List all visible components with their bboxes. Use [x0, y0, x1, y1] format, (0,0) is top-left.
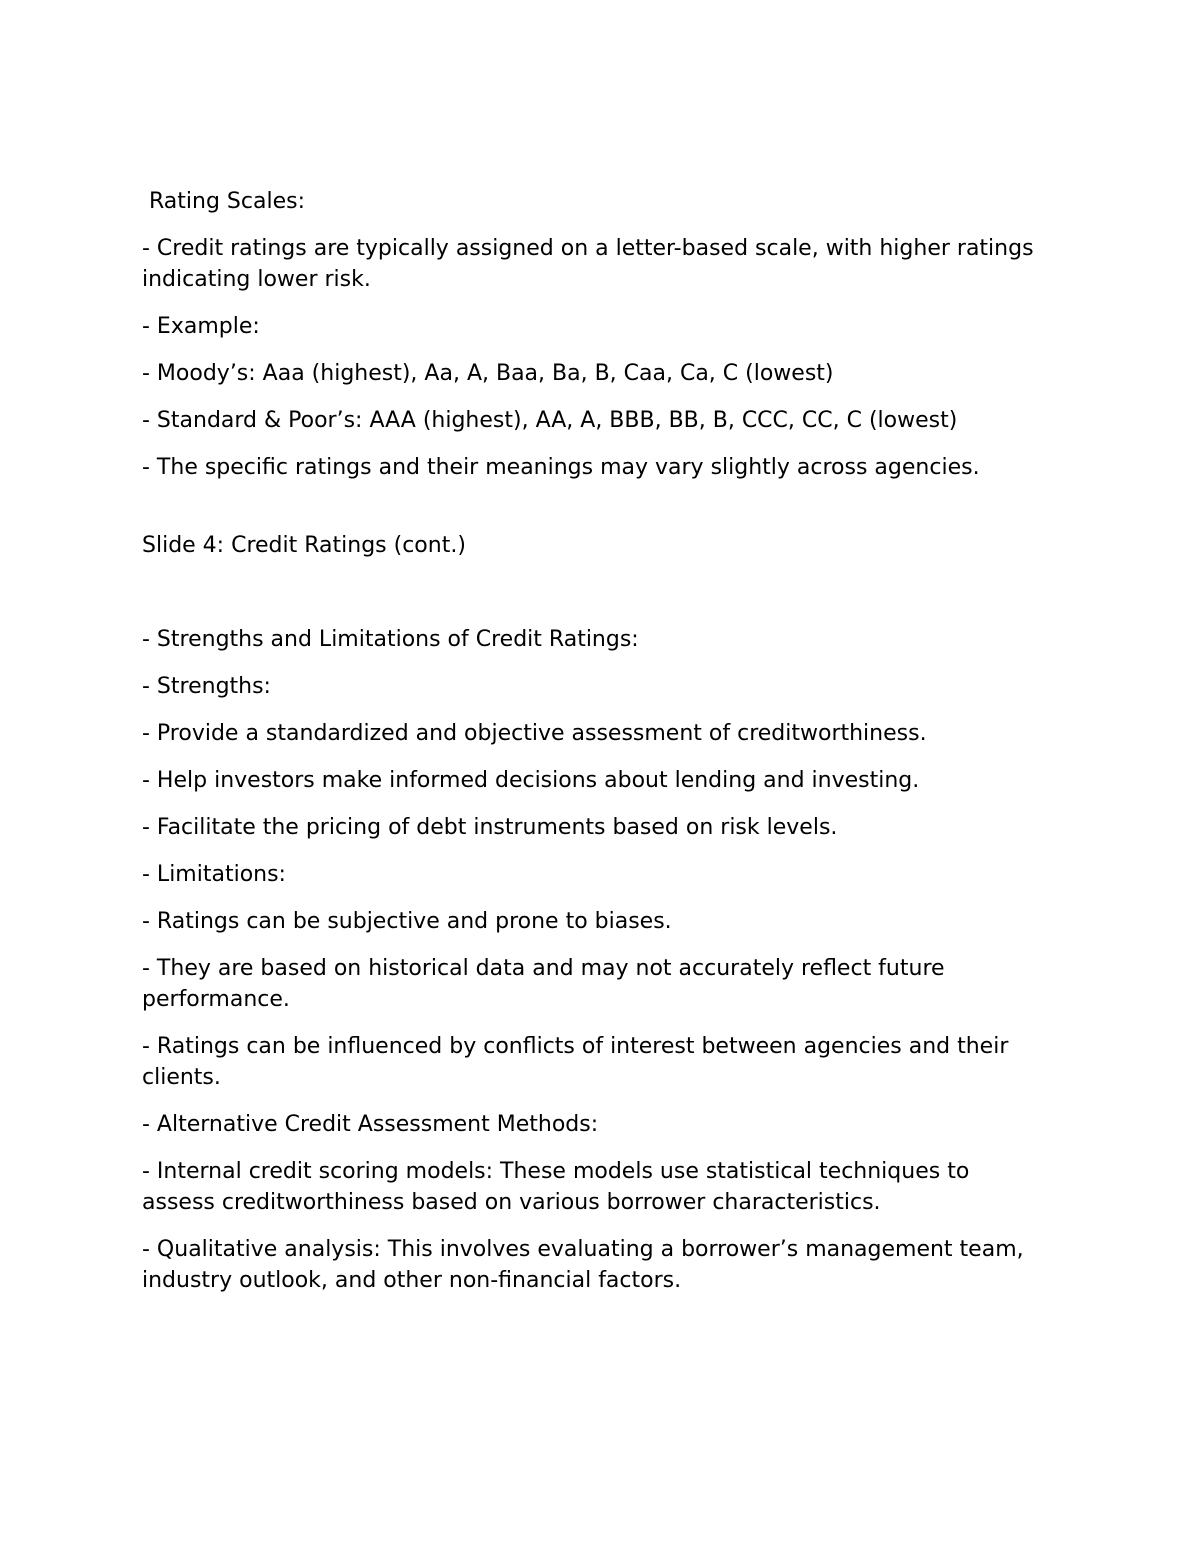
paragraph: - Alternative Credit Assessment Methods: — [142, 1112, 599, 1137]
paragraph: - Moody’s: Aaa (highest), Aa, A, Baa, Ba, B, Caa, Ca, C (lowest) — [142, 361, 834, 386]
paragraph: - Help investors make informed decisions about lending and investing. — [142, 768, 920, 793]
paragraph: - Limitations: — [142, 862, 286, 887]
paragraph: - Ratings can be subjective and prone to biases. — [142, 909, 672, 934]
paragraph: - Internal credit scoring models: These models use statistical techniques to assess creditworthiness based on various borrower characteristics. — [142, 1159, 977, 1215]
paragraph: - Facilitate the pricing of debt instruments based on risk levels. — [142, 815, 838, 840]
paragraph: - The specific ratings and their meanings may vary slightly across agencies. — [142, 455, 980, 480]
document-body — [142, 186, 1042, 1312]
paragraph: - They are based on historical data and may not accurately reflect future performance. — [142, 956, 952, 1012]
paragraph: - Strengths: — [142, 674, 271, 699]
section-heading-rating-scales: Rating Scales: — [149, 189, 305, 214]
paragraph: - Standard & Poor’s: AAA (highest), AA, A, BBB, BB, B, CCC, CC, C (lowest) — [142, 408, 958, 433]
paragraph: - Example: — [142, 314, 260, 339]
paragraph: - Provide a standardized and objective assessment of creditworthiness. — [142, 721, 927, 746]
paragraph: - Credit ratings are typically assigned on a letter-based scale, with higher ratings indicating lower risk. — [142, 236, 1041, 292]
paragraph: - Ratings can be influenced by conflicts of interest between agencies and their clients. — [142, 1034, 1016, 1090]
paragraph: - Qualitative analysis: This involves evaluating a borrower’s management team, industry outlook, and other non-financial factors. — [142, 1237, 1031, 1293]
paragraph: - Strengths and Limitations of Credit Ratings: — [142, 627, 639, 652]
slide-heading: Slide 4: Credit Ratings (cont.) — [142, 533, 466, 558]
